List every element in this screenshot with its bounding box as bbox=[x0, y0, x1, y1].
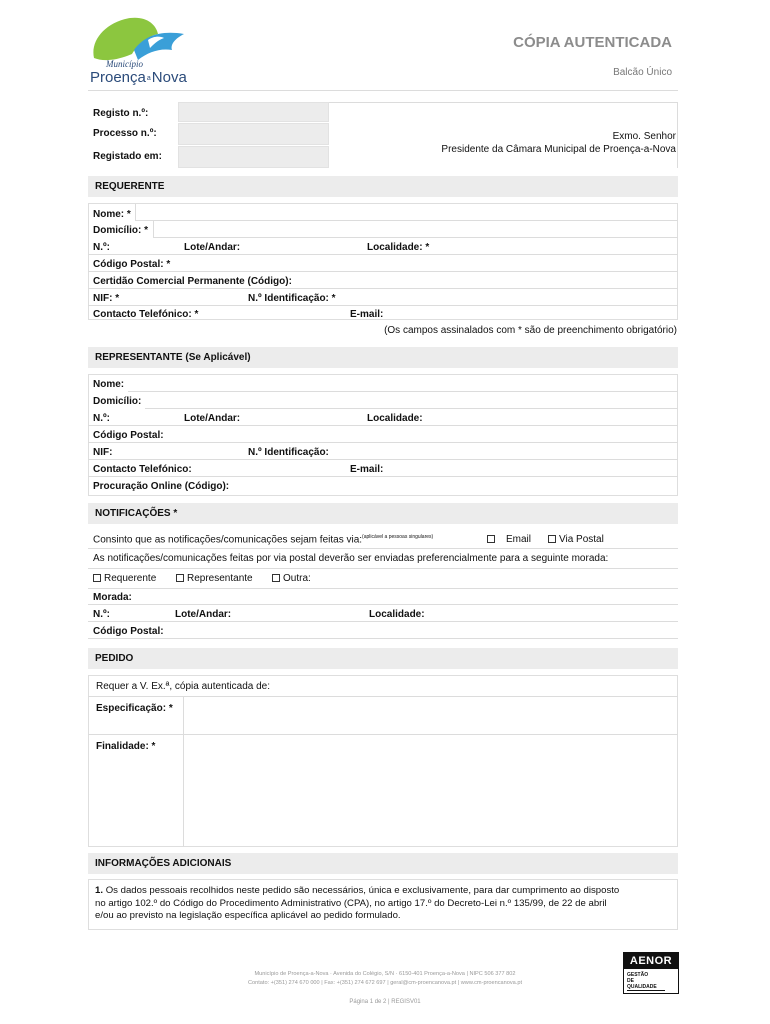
finalidade-label: Finalidade: * bbox=[96, 741, 156, 752]
rep-localidade-label: Localidade: bbox=[367, 413, 423, 424]
rep-lote-label: Lote/Andar: bbox=[184, 413, 241, 424]
addressee-line2: Presidente da Câmara Municipal de Proença-a-Nova bbox=[441, 144, 676, 155]
req-domicilio-sep bbox=[153, 221, 154, 238]
info-line2: no artigo 102.º do Código do Procedimento Administrativo (CPA), no artigo 17.º do Decreto-Lei n.º 135/99, de 22 de abril bbox=[95, 897, 607, 909]
opt-email-checkbox[interactable] bbox=[487, 534, 531, 545]
notif-rule3 bbox=[88, 588, 678, 589]
notif-rule1 bbox=[88, 548, 678, 549]
notif-morada-label: Morada: bbox=[93, 592, 132, 603]
postal-text: As notificações/comunicações feitas por via postal deverão ser enviadas preferencialmente para a seguinte morada: bbox=[93, 553, 609, 564]
opt-postal-label: Via Postal bbox=[559, 534, 604, 545]
rep-email-label: E-mail: bbox=[350, 464, 384, 475]
opt-outra-checkbox[interactable] bbox=[272, 573, 311, 584]
finalidade-field[interactable] bbox=[184, 735, 677, 846]
processo-label: Processo n.º: bbox=[93, 128, 157, 139]
footer-line1: Município de Proença-a-Nova · Avenida do Colégio, S/N · 6150-401 Proença-a-Nova | NIPC 506 377 802 bbox=[254, 971, 516, 977]
opt-representante-checkbox[interactable] bbox=[176, 573, 253, 584]
opt-email-label: Email bbox=[506, 534, 532, 545]
info-text bbox=[95, 885, 675, 923]
rep-row2-line bbox=[145, 408, 678, 409]
representante-section-title: REPRESENTANTE (Se Aplicável) bbox=[95, 352, 251, 363]
checkbox-icon bbox=[548, 535, 556, 543]
checkbox-icon bbox=[487, 535, 495, 543]
rep-row4-line bbox=[88, 442, 678, 443]
registo-field[interactable] bbox=[178, 102, 329, 122]
notificacoes-section-title: NOTIFICAÇÕES * bbox=[95, 508, 178, 519]
checkbox-icon bbox=[93, 574, 101, 582]
req-localidade-label: Localidade: * bbox=[367, 242, 430, 253]
rep-row5-line bbox=[88, 459, 678, 460]
notif-rule2 bbox=[88, 568, 678, 569]
rep-row6-line bbox=[88, 476, 678, 477]
opt-representante-label: Representante bbox=[187, 573, 253, 584]
notif-lote-label: Lote/Andar: bbox=[175, 609, 232, 620]
notif-numero-label: N.º: bbox=[93, 609, 110, 620]
rep-row3-line bbox=[88, 425, 678, 426]
rep-row1-line bbox=[128, 391, 678, 392]
checkbox-icon bbox=[176, 574, 184, 582]
req-row5-line bbox=[88, 288, 678, 289]
aenor-line2: DE QUALIDADE bbox=[627, 978, 665, 991]
processo-field[interactable] bbox=[178, 123, 329, 145]
opt-requerente-checkbox[interactable] bbox=[93, 573, 156, 584]
req-identificacao-label: N.º Identificação: * bbox=[248, 293, 336, 304]
registado-field[interactable] bbox=[178, 146, 329, 168]
req-certidao-label: Certidão Comercial Permanente (Código): bbox=[93, 276, 292, 287]
pedido-section-bar bbox=[88, 648, 678, 669]
rep-nif-label: NIF: bbox=[93, 447, 113, 458]
footer-page: Página 1 de 2 | REGISV01 bbox=[349, 999, 421, 1005]
logo-line2 bbox=[90, 69, 187, 86]
rep-numero-label: N.º: bbox=[93, 413, 110, 424]
logo-word-proenca: Proença bbox=[90, 69, 146, 86]
req-domicilio-line bbox=[153, 237, 678, 238]
notif-rule4 bbox=[88, 604, 678, 605]
info-number: 1. bbox=[95, 885, 104, 896]
req-domicilio-label: Domicílio: * bbox=[93, 225, 149, 236]
logo-word-nova: Nova bbox=[151, 69, 187, 86]
rep-procuracao-label: Procuração Online (Código): bbox=[93, 481, 230, 492]
pedido-intro: Requer a V. Ex.ª, cópia autenticada de: bbox=[96, 681, 271, 692]
page-subtitle: Balcão Único bbox=[613, 67, 672, 78]
aenor-badge bbox=[623, 952, 679, 994]
req-nif-label: NIF: * bbox=[93, 293, 120, 304]
especificacao-field[interactable] bbox=[184, 697, 677, 734]
registo-label: Registo n.º: bbox=[93, 108, 149, 119]
info-line1 bbox=[95, 885, 675, 898]
info-line1-text: Os dados pessoais recolhidos neste pedido são necessários, única e exclusivamente, para dar cumprimento ao disposto bbox=[105, 885, 620, 896]
rep-identificacao-label: N.º Identificação: bbox=[248, 447, 329, 458]
requerente-section-bar bbox=[88, 176, 678, 197]
info-line3: e/ou ao previsto na legislação específica aplicável ao pedido formulado. bbox=[95, 910, 401, 921]
consent-text bbox=[93, 534, 433, 545]
addressee-line1: Exmo. Senhor bbox=[612, 131, 676, 142]
req-email-label: E-mail: bbox=[350, 309, 384, 320]
req-cp-label: Código Postal: * bbox=[93, 259, 171, 270]
registry-rule bbox=[329, 102, 678, 103]
required-note: (Os campos assinalados com * são de preenchimento obrigatório) bbox=[384, 325, 677, 336]
logo-line1: Município bbox=[106, 59, 143, 69]
rep-cp-label: Código Postal: bbox=[93, 430, 164, 441]
req-row4-line bbox=[88, 271, 678, 272]
info-section-title: INFORMAÇÕES ADICIONAIS bbox=[95, 858, 232, 869]
opt-requerente-label: Requerente bbox=[104, 573, 157, 584]
logo-shape-icon bbox=[88, 14, 198, 66]
rep-contacto-label: Contacto Telefónico: bbox=[93, 464, 192, 475]
req-nome-sep bbox=[135, 204, 136, 221]
registry-rule-v bbox=[677, 102, 678, 168]
req-contacto-label: Contacto Telefónico: * bbox=[93, 309, 199, 320]
header-divider bbox=[88, 90, 678, 91]
footer-line2: Contato: +(351) 274 670 000 | Fax: +(351) 274 672 697 | geral@cm-proencanova.pt | www.cm-proencanova.pt bbox=[247, 980, 523, 986]
page-title: CÓPIA AUTENTICADA bbox=[513, 34, 672, 51]
aenor-brand: AENOR bbox=[624, 953, 678, 969]
req-nome-label: Nome: * bbox=[93, 209, 131, 220]
opt-postal-checkbox[interactable] bbox=[548, 534, 604, 545]
req-row3-line bbox=[88, 254, 678, 255]
municipality-logo bbox=[88, 14, 198, 88]
especificacao-label: Especificação: * bbox=[96, 703, 173, 714]
req-row6-line bbox=[88, 305, 678, 306]
consent-note: (aplicável a pessoas singulares) bbox=[362, 534, 434, 540]
aenor-line1: GESTÃO bbox=[627, 972, 649, 978]
notif-cp-label: Código Postal: bbox=[93, 626, 164, 637]
req-lote-label: Lote/Andar: bbox=[184, 242, 241, 253]
req-numero-label: N.º: bbox=[93, 242, 110, 253]
rep-nome-label: Nome: bbox=[93, 379, 125, 390]
consent-label: Consinto que as notificações/comunicações sejam feitas via: bbox=[93, 534, 363, 546]
req-nome-line bbox=[135, 220, 678, 221]
rep-domicilio-label: Domicílio: bbox=[93, 396, 142, 407]
logo-word-a: a bbox=[146, 74, 151, 82]
pedido-section-title: PEDIDO bbox=[95, 653, 134, 664]
requerente-section-title: REQUERENTE bbox=[95, 181, 165, 192]
representante-box bbox=[88, 374, 678, 496]
notif-rule6 bbox=[88, 638, 678, 639]
registado-label: Registado em: bbox=[93, 151, 162, 162]
opt-outra-label: Outra: bbox=[283, 573, 311, 584]
notif-rule5 bbox=[88, 621, 678, 622]
notif-localidade-label: Localidade: bbox=[369, 609, 425, 620]
checkbox-icon bbox=[272, 574, 280, 582]
